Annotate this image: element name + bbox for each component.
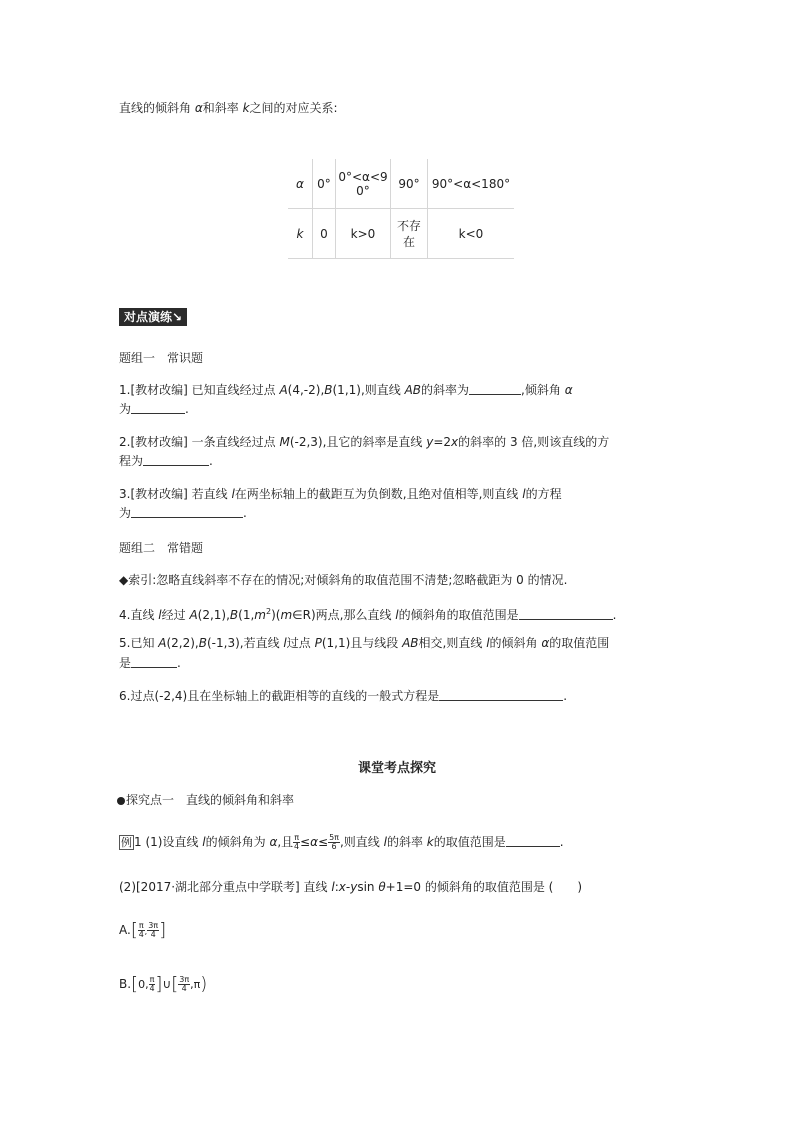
frac-num: π [138, 921, 144, 930]
answer-blank[interactable] [131, 505, 243, 518]
q-text: 0, [138, 978, 149, 991]
q-text: l [395, 608, 399, 622]
fraction [138, 922, 145, 939]
q-text: 1.[教材改编] 已知直线经过点 [119, 383, 280, 397]
q-text: 是 [119, 656, 132, 670]
table-row [288, 209, 514, 259]
q-text: α [564, 383, 573, 397]
q-text: l [231, 487, 235, 501]
alpha-symbol: α [194, 101, 203, 115]
table-cell: α [288, 159, 313, 209]
option-label: B. [119, 977, 132, 991]
q-text: k [426, 835, 434, 849]
q-text: ,则直线 [339, 835, 384, 849]
q-text: 过点 [286, 636, 315, 650]
table-cell: 0 [313, 209, 336, 259]
hint-line: ◆索引:忽略直线斜率不存在的情况;对倾斜角的取值范围不清楚;忽略截距为 0 的情况. [119, 573, 568, 587]
q-text: . [177, 656, 181, 670]
fraction [293, 834, 300, 851]
q-text: A [279, 383, 288, 397]
table-cell: 0° [313, 159, 336, 209]
explore-heading [117, 792, 294, 808]
q-text: y [426, 435, 434, 449]
q-text: l [202, 835, 206, 849]
q-text: - [345, 880, 351, 894]
intro-line [119, 100, 338, 116]
intro-text: 直线的倾斜角 [119, 101, 195, 115]
q-text: . [185, 402, 189, 416]
answer-blank[interactable] [143, 453, 209, 466]
question-6 [119, 688, 567, 704]
q-text: x [338, 880, 346, 894]
answer-blank[interactable] [439, 688, 563, 701]
q-text: (-1,3),若直线 [206, 636, 284, 650]
q-text: m [280, 608, 293, 622]
q-text: ∈R)两点,那么直线 [292, 608, 396, 622]
q-text: l [522, 487, 526, 501]
group-heading: 题组一 常识题 [119, 351, 204, 365]
table-row [288, 159, 514, 209]
frac-den: 6 [331, 842, 337, 851]
group-heading: 题组二 常错题 [119, 541, 204, 555]
bracket: ] [155, 973, 163, 995]
q-text: 2.[教材改编] 一条直线经过点 [119, 435, 280, 449]
example-tag: 例 [121, 836, 132, 849]
q-text: 2 [266, 607, 272, 616]
q-text: : [334, 880, 339, 894]
question-4 [119, 604, 616, 623]
q-text: (1, [238, 608, 255, 622]
q-text: 6.过点(-2,4)且在坐标轴上的截距相等的直线的一般式方程是 [119, 689, 440, 703]
frac-num: 3π [148, 921, 159, 930]
q-text: l [383, 835, 387, 849]
q-text: AB [402, 636, 419, 650]
q-text: (2)[2017·湖北部分重点中学联考] 直线 [119, 880, 332, 894]
frac-num: π [294, 833, 300, 842]
q-text: B [324, 383, 333, 397]
q-text: 的取值范围是 [433, 835, 506, 849]
q-text: α [310, 835, 318, 849]
q-text: 相交,则直线 [418, 636, 487, 650]
q-text: (-2,3),且它的斜率是直线 [289, 435, 427, 449]
q-text: (2,2), [166, 636, 199, 650]
answer-blank[interactable] [469, 382, 521, 395]
q-text: ≤ [318, 835, 329, 849]
q-text: . [563, 689, 568, 703]
q-text: 的倾斜角 [489, 636, 542, 650]
answer-blank[interactable] [131, 655, 177, 668]
q-text: 1 (1)设直线 [134, 835, 203, 849]
q-text: (2,1), [197, 608, 230, 622]
question-5-cont [119, 655, 181, 671]
frac-num: π [149, 975, 155, 984]
frac-num: 5π [329, 833, 339, 842]
q-text: A [189, 608, 198, 622]
q-text: 在两坐标轴上的截距互为负倒数,且绝对值相等,则直线 [234, 487, 523, 501]
q-text: sin [357, 880, 379, 894]
q-text: 为 [119, 506, 132, 520]
q-text: (1,1)且与线段 [321, 636, 403, 650]
q-text: 的倾斜角为 [205, 835, 270, 849]
q-text: , [144, 927, 148, 936]
q-text: 的斜率为 [421, 383, 470, 397]
table-cell: 90°<α<180° [428, 159, 515, 209]
q-text: +1=0 的倾斜角的取值范围是 ( ) [385, 880, 583, 894]
q-text: l [331, 880, 335, 894]
q-text: 为 [119, 402, 132, 416]
option-a[interactable] [119, 918, 166, 944]
q-text: ,且 [277, 835, 294, 849]
answer-blank[interactable] [519, 607, 613, 620]
frac-den: 4 [149, 984, 155, 993]
table-cell: 0°<α<90° [336, 159, 391, 209]
section-title: 课堂考点探究 [357, 761, 436, 776]
frac-den: 4 [181, 984, 187, 993]
q-text: . [209, 454, 213, 468]
table-cell: k>0 [336, 209, 391, 259]
question-1 [119, 382, 573, 398]
q-text: l [158, 608, 162, 622]
table-cell: k [288, 209, 313, 259]
question-2-cont [119, 453, 213, 469]
explore-text: 探究点一 直线的倾斜角和斜率 [126, 793, 295, 807]
q-text: 的取值范围 [549, 636, 610, 650]
q-text: α [269, 835, 278, 849]
q-text: l [486, 636, 490, 650]
q-text: . [612, 608, 617, 622]
q-text: =2 [433, 435, 452, 449]
q-text: B [229, 608, 239, 622]
q-text: 的斜率的 3 倍,则该直线的方 [458, 435, 610, 449]
q-text: A [158, 636, 167, 650]
q-text: l [283, 636, 287, 650]
bracket: ) [200, 973, 208, 995]
bullet-icon [117, 797, 125, 805]
fraction [144, 921, 159, 939]
option-b[interactable] [119, 972, 207, 997]
frac-den: 4 [138, 930, 144, 939]
q-text: . [559, 835, 564, 849]
practice-badge: 对点演练↘ [119, 308, 187, 326]
q-text: (4,-2), [287, 383, 325, 397]
frac-num: 3π [179, 975, 190, 984]
angle-slope-table [288, 159, 514, 259]
q-text: 的倾斜角的取值范围是 [398, 608, 519, 622]
table-cell: 不存在 [391, 209, 428, 259]
q-text: x [451, 435, 459, 449]
q-text: ,π [190, 978, 201, 991]
q-text: 3.[教材改编] 若直线 [119, 487, 232, 501]
q-text: ∪ [162, 977, 172, 991]
question-5 [119, 635, 609, 651]
example-1-part-1 [119, 834, 564, 851]
q-text: B [198, 636, 207, 650]
q-text: AB [404, 383, 422, 397]
q-text: (1,1),则直线 [332, 383, 405, 397]
answer-blank[interactable] [506, 834, 560, 847]
q-text: 的斜率 [386, 835, 427, 849]
q-text: α [541, 636, 550, 650]
q-text: 5.已知 [119, 636, 159, 650]
q-text: θ [378, 880, 386, 894]
q-text: y [350, 880, 358, 894]
bracket: ] [159, 919, 167, 941]
question-1-cont [119, 401, 189, 417]
q-text: 经过 [161, 608, 190, 622]
k-symbol: k [242, 101, 250, 115]
frac-den: 4 [150, 930, 156, 939]
q-text: ≤ [300, 835, 311, 849]
fraction [328, 834, 340, 851]
q-text: )( [271, 608, 281, 622]
q-text: M [279, 435, 290, 449]
question-3 [119, 486, 562, 502]
q-text: m [254, 608, 266, 622]
fraction [178, 976, 190, 993]
q-text: . [243, 506, 247, 520]
question-2 [119, 434, 609, 450]
question-3-cont [119, 505, 247, 521]
q-text: P [314, 636, 322, 650]
example-1-part-2 [119, 879, 582, 895]
frac-den: 4 [294, 842, 300, 851]
q-text: ,倾斜角 [521, 383, 565, 397]
table-cell: k<0 [428, 209, 515, 259]
bracket: [ [131, 973, 139, 995]
table-cell: 90° [391, 159, 428, 209]
q-text: 4.直线 [119, 608, 159, 622]
intro-text: 之间的对应关系: [249, 101, 338, 115]
option-label: A. [119, 923, 131, 937]
intro-text: 和斜率 [202, 101, 243, 115]
q-text: 程为 [119, 454, 144, 468]
bracket: [ [171, 973, 179, 995]
answer-blank[interactable] [131, 401, 185, 414]
q-text: 的方程 [525, 487, 562, 501]
bracket: [ [130, 919, 138, 941]
